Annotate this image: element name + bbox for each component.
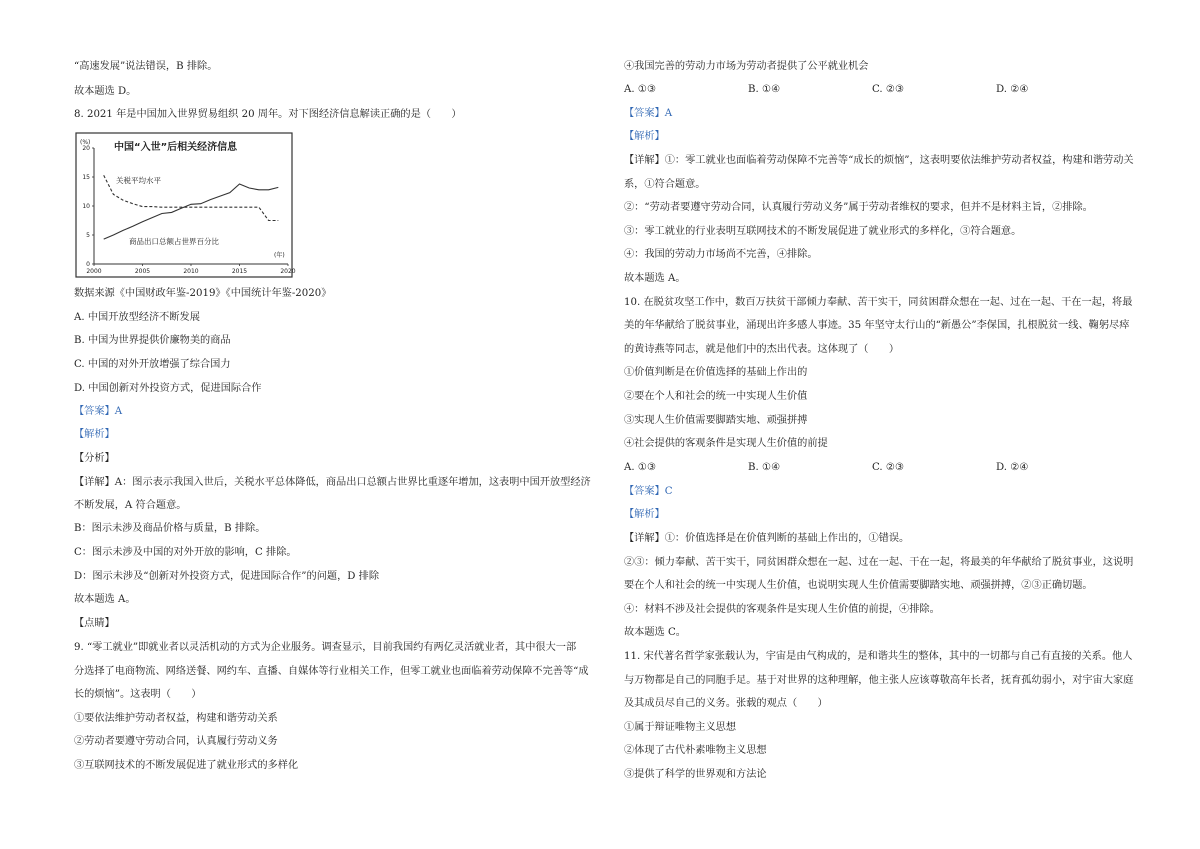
q9-option-d: D. ②④ [996,84,1029,95]
question-10-stem: 10. 在脱贫攻坚工作中，数百万扶贫干部倾力奉献、苦干实干，同贫困群众想在一起、过在一起、干在一起，将最 [624,297,1133,308]
q9-option-b: B. ①④ [748,84,781,95]
chart-svg [74,131,294,279]
text-line: ③：零工就业的行业表明互联网技术的不断发展促进了就业形式的多样化，③符合题意。 [624,226,1022,237]
text-line: C：图示未涉及中国的对外开放的影响，C 排除。 [74,547,297,558]
text-line: 系，①符合题意。 [624,179,706,190]
text-line: 的黄诗燕等同志，就是他们中的杰出代表。这体现了（ ） [624,344,900,355]
q10-option-d: D. ②④ [996,462,1029,473]
x-tick-label: 2020 [280,268,296,275]
q9-detail: 【详解】①：零工就业也面临着劳动保障不完善等“成长的烦恼”，这表明要依法维护劳动者权益，构建和谐劳动关 [624,155,1134,166]
q10-statement-3: ③实现人生价值需要脚踏实地、顽强拼搏 [624,415,808,426]
chart-frame [76,133,292,277]
text-line: 美的年华献给了脱贫事业，涌现出许多感人事迹。35 年坚守太行山的“新愚公”李保国，扎根脱贫一线、鞠躬尽瘁 [624,320,1130,331]
q8-option-a: A. 中国开放型经济不断发展 [74,312,200,323]
y-unit-label: (%) [80,139,91,146]
text-line: 及其成员尽自己的义务。张载的观点（ ） [624,698,828,709]
legend-tariff: 关税平均水平 [116,176,161,185]
q10-statement-4: ④社会提供的客观条件是实现人生价值的前提 [624,438,828,449]
q10-option-c: C. ②③ [872,462,905,473]
q10-statement-2: ②要在个人和社会的统一中实现人生价值 [624,391,808,402]
q8-option-c: C. 中国的对外开放增强了综合国力 [74,359,231,370]
y-tick-label: 0 [86,261,90,268]
text-line: B：图示未涉及商品价格与质量，B 排除。 [74,523,266,534]
q11-statement-1: ①属于辩证唯物主义思想 [624,722,737,733]
data-source: 数据来源《中国财政年鉴-2019》《中国统计年鉴-2020》 [74,288,332,299]
text-line: 故本题选 D。 [74,86,137,97]
q9-answer: 【答案】A [624,108,673,119]
q9-option-c: C. ②③ [872,84,905,95]
economic-chart [74,131,294,279]
text-line: 故本题选 A。 [624,273,686,284]
text-line: “高速发展”说法错误，B 排除。 [74,61,218,72]
q10-option-a: A. ①③ [624,462,657,473]
y-tick-label: 15 [82,174,90,181]
q10-analysis-label: 【解析】 [624,509,665,520]
x-tick-label: 2005 [134,268,151,275]
q8-answer: 【答案】A [74,406,123,417]
text-line: 故本题选 A。 [74,594,136,605]
x-tick-label: 2000 [86,268,102,275]
y-tick-label: 10 [82,203,90,210]
question-9-stem: 9. “零工就业”即就业者以灵活机动的方式为企业服务。调查显示，目前我国约有两亿灵活就业者，其中很大一部 [74,642,577,653]
q10-answer: 【答案】C [624,486,673,497]
q9-statement-1: ①要依法维护劳动者权益，构建和谐劳动关系 [74,713,278,724]
text-line: 故本题选 C。 [624,627,686,638]
y-tick-label: 5 [86,232,90,239]
text-line: ④：材料不涉及社会提供的客观条件是实现人生价值的前提，④排除。 [624,604,940,615]
y-tick-label: 20 [82,145,90,152]
chart-title: 中国“入世”后相关经济信息 [114,142,238,153]
text-line: 要在个人和社会的统一中实现人生价值，也说明实现人生价值需要脚踏实地、顽强拼搏，②③正确切题。 [624,580,1093,591]
legend-export: 商品出口总额占世界百分比 [129,237,219,246]
q9-statement-2: ②劳动者要遵守劳动合同，认真履行劳动义务 [74,736,278,747]
x-tick-label: 2015 [231,268,248,275]
q10-options [624,461,1120,475]
text-line: 不断发展，A 符合题意。 [74,500,187,511]
text-line: D：图示未涉及“创新对外投资方式，促进国际合作”的问题，D 排除 [74,571,380,582]
x-unit-label: (年) [274,252,285,259]
q8-option-d: D. 中国创新对外投资方式，促进国际合作 [74,383,262,394]
q9-options [624,83,1120,97]
text-line: 与万物都是自己的同胞手足。基于对世界的这种理解，他主张人应该尊敬高年长者，抚育孤幼弱小，对宇宙大家庭 [624,675,1134,686]
q8-detail: 【详解】A：图示表示我国入世后，关税水平总体降低，商品出口总额占世界比重逐年增加，这表明中国开放型经济 [74,477,591,488]
text-line: 分选择了电商物流、网络送餐、网约车、直播、自媒体等行业相关工作，但零工就业也面临着劳动保障不完善等“成 [74,666,589,677]
q11-statement-3: ③提供了科学的世界观和方法论 [624,769,767,780]
q11-statement-2: ②体现了古代朴素唯物主义思想 [624,745,767,756]
q10-detail: 【详解】①：价值选择是在价值判断的基础上作出的，①错误。 [624,533,910,544]
q8-analysis-label: 【解析】 [74,429,115,440]
q9-statement-3: ③互联网技术的不断发展促进了就业形式的多样化 [74,760,299,771]
q9-analysis-label: 【解析】 [624,131,665,142]
question-11-stem: 11. 宋代著名哲学家张载认为，宇宙是由气构成的，是和谐共生的整体，其中的一切都与自己有直接的关系。他人 [624,651,1133,662]
q9-option-a: A. ①③ [624,84,657,95]
q10-option-b: B. ①④ [748,462,781,473]
text-line: ④：我国的劳动力市场尚不完善，④排除。 [624,249,818,260]
text-line: ②：“劳动者要遵守劳动合同，认真履行劳动义务”属于劳动者维权的要求，但并不是材料主旨，②排除。 [624,202,1093,213]
text-line: 长的烦恼”。这表明（ ） [74,689,202,700]
q8-dianjing-label: 【点睛】 [74,618,115,629]
text-line: ②③：倾力奉献、苦干实干，同贫困群众想在一起、过在一起、干在一起，将最美的年华献给了脱贫事业，这说明 [624,557,1134,568]
q10-statement-1: ①价值判断是在价值选择的基础上作出的 [624,367,808,378]
q9-statement-4: ④我国完善的劳动力市场为劳动者提供了公平就业机会 [624,61,869,72]
q8-fenxi-label: 【分析】 [74,453,115,464]
question-8-stem: 8. 2021 年是中国加入世界贸易组织 20 周年。对下图经济信息解读正确的是（ ） [74,109,462,120]
q8-option-b: B. 中国为世界提供价廉物美的商品 [74,335,231,346]
x-tick-label: 2010 [183,268,199,275]
